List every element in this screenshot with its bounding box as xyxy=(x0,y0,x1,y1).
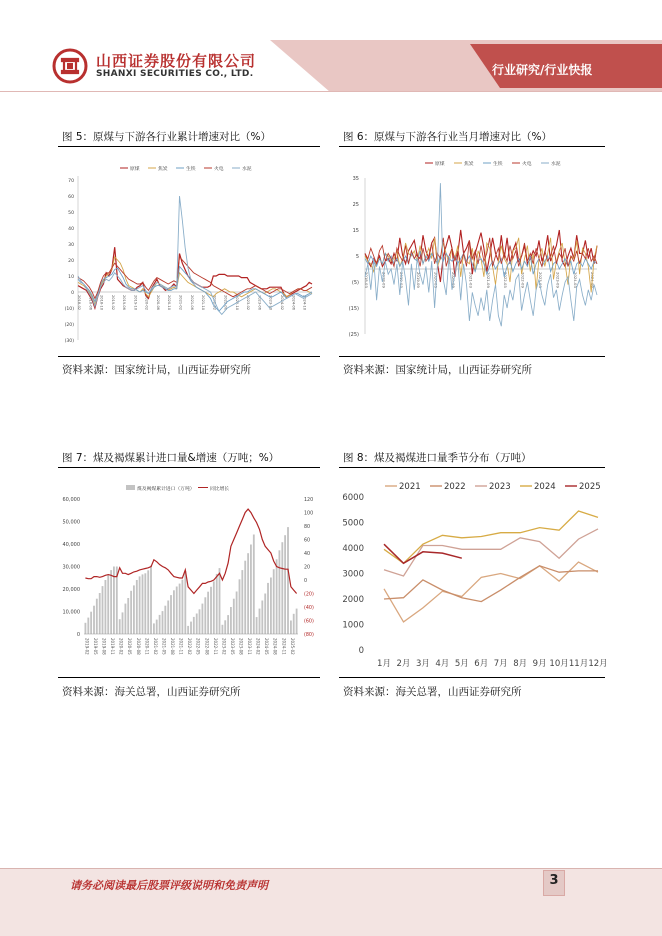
import-bar xyxy=(184,571,186,634)
figure-5-bottom-rule xyxy=(58,356,320,357)
y2-tick-label: (80) xyxy=(304,633,314,638)
import-bar xyxy=(176,587,178,635)
y2-tick-label: (60) xyxy=(304,619,314,625)
import-bar xyxy=(207,592,209,634)
x-tick-label: 8月 xyxy=(513,659,528,669)
import-bar xyxy=(130,591,132,634)
import-bar xyxy=(193,617,195,634)
x-tick-label: 2021-09 xyxy=(485,272,491,288)
series-line-2023 xyxy=(384,529,598,576)
x-tick-label: 2021-06 xyxy=(189,295,194,311)
import-bar xyxy=(284,535,286,634)
figure-8-source: 资料来源：海关总署，山西证券研究所 xyxy=(343,686,522,698)
import-bar xyxy=(85,623,87,634)
x-tick-label: 2021-02 xyxy=(178,295,183,311)
x-tick-label: 2024-10 xyxy=(302,295,307,311)
x-tick-label: 12月 xyxy=(588,659,608,669)
y2-tick-label: 120 xyxy=(304,498,314,503)
legend-label: 2025 xyxy=(579,482,601,492)
x-tick-label: 2021-11 xyxy=(178,638,184,655)
y-tick-label: 50 xyxy=(68,211,74,216)
x-tick-label: 2024-08 xyxy=(272,638,278,655)
import-bar xyxy=(90,612,92,634)
import-bar xyxy=(182,580,184,634)
import-bar xyxy=(236,592,238,635)
import-bar xyxy=(273,569,275,634)
import-bar xyxy=(87,618,89,634)
import-bar xyxy=(244,561,246,634)
y-tick-label: 50,000 xyxy=(62,519,80,526)
x-tick-label: 2023-09 xyxy=(555,272,561,288)
x-tick-label: 2021-10 xyxy=(201,295,206,311)
import-bar xyxy=(230,607,232,634)
x-tick-label: 2019-10 xyxy=(133,295,138,311)
x-tick-label: 2024-09 xyxy=(590,272,596,288)
import-bar xyxy=(256,617,258,634)
import-bar xyxy=(276,559,278,634)
x-tick-label: 4月 xyxy=(435,659,450,669)
x-tick-label: 2020-02 xyxy=(118,638,124,655)
legend-label: 水泥 xyxy=(551,162,561,167)
import-bar xyxy=(290,621,292,635)
figure-5-top-rule xyxy=(58,146,320,147)
x-tick-label: 7月 xyxy=(493,659,508,669)
y-tick-label: 20,000 xyxy=(62,587,80,593)
import-bar xyxy=(173,590,175,634)
x-tick-label: 2022-05 xyxy=(195,638,201,655)
x-tick-label: 2022-02 xyxy=(212,295,217,311)
x-tick-label: 2023-06 xyxy=(257,295,262,311)
x-tick-label: 2022-10 xyxy=(234,295,239,311)
x-tick-label: 2024-02 xyxy=(279,295,284,311)
x-tick-label: 2023-08 xyxy=(238,638,244,655)
y-tick-label: (30) xyxy=(64,339,74,344)
import-bar xyxy=(287,527,289,634)
legend-label: 火电 xyxy=(522,162,532,167)
import-bar xyxy=(196,614,198,635)
chart-cumulative-growth xyxy=(58,148,320,355)
x-tick-label: 6月 xyxy=(474,659,489,669)
x-tick-label: 2019-03 xyxy=(398,272,404,288)
import-bar xyxy=(125,604,127,634)
legend-swatch xyxy=(126,485,135,490)
y-tick-label: 0 xyxy=(71,291,74,296)
x-tick-label: 2020-11 xyxy=(144,638,150,655)
figure-5-title: 图 5：原煤与下游各行业累计增速对比（%） xyxy=(62,131,271,143)
legend-label: 原煤 xyxy=(435,162,445,167)
y-tick-label: 6000 xyxy=(342,493,364,503)
import-bar xyxy=(281,542,283,634)
x-tick-label: 2022-03 xyxy=(503,272,509,288)
x-tick-label: 2020-02 xyxy=(144,295,149,311)
import-bar xyxy=(279,550,281,634)
import-bar xyxy=(227,615,229,634)
x-tick-label: 2023-03 xyxy=(538,272,543,288)
x-tick-label: 3月 xyxy=(415,659,430,669)
y-tick-label: 15 xyxy=(352,228,359,234)
import-bar xyxy=(247,553,249,634)
import-bar xyxy=(105,580,107,634)
x-tick-label: 2023-05 xyxy=(229,638,235,655)
x-tick-label: 2025-02 xyxy=(289,638,295,655)
y2-tick-label: (40) xyxy=(304,606,314,611)
y-tick-label: 3000 xyxy=(342,569,364,580)
legend-label: 生铁 xyxy=(186,167,196,172)
x-tick-label: 2022-11 xyxy=(212,638,218,655)
x-tick-label: 2021-03 xyxy=(468,272,474,288)
y-tick-label: (25) xyxy=(348,332,359,338)
y2-tick-label: 40 xyxy=(304,552,311,557)
import-bar xyxy=(267,583,269,634)
import-bar xyxy=(204,597,206,634)
y-tick-label: 0 xyxy=(358,646,364,656)
disclaimer-link[interactable]: 请务必阅读最后股票评级说明和免责声明 xyxy=(70,879,268,892)
import-bar xyxy=(219,568,221,634)
import-bar xyxy=(162,611,164,634)
y2-tick-label: 100 xyxy=(304,511,314,517)
x-tick-label: 2024-11 xyxy=(281,638,287,655)
import-bar xyxy=(150,566,152,634)
x-tick-label: 2018-06 xyxy=(88,295,93,311)
chart-coal-import-seasonal xyxy=(339,469,608,676)
x-tick-label: 2023-11 xyxy=(247,638,253,655)
y2-tick-label: (20) xyxy=(304,592,314,598)
import-bar xyxy=(253,535,255,635)
x-tick-label: 10月 xyxy=(549,659,569,669)
x-tick-label: 2020-10 xyxy=(167,295,172,311)
x-tick-label: 2020-06 xyxy=(155,295,160,311)
x-tick-label: 2019-06 xyxy=(122,295,127,311)
import-bar xyxy=(179,584,181,634)
page-number: 3 xyxy=(549,873,559,888)
y-tick-label: (20) xyxy=(64,323,74,328)
legend-label: 焦炭 xyxy=(464,162,474,167)
x-tick-label: 2018-10 xyxy=(99,295,104,311)
import-bar xyxy=(233,599,235,634)
import-bar xyxy=(293,614,295,634)
legend-label: 原煤 xyxy=(130,167,140,172)
figure-8-bottom-rule xyxy=(339,677,605,678)
x-tick-label: 2018-09 xyxy=(381,272,387,288)
y-tick-label: 60,000 xyxy=(62,497,80,503)
import-bar xyxy=(142,574,144,634)
company-name-cn: 山西证券股份有限公司 xyxy=(96,52,257,70)
figure-8-title: 图 8：煤及褐煤进口量季节分布（万吨） xyxy=(343,452,532,464)
x-tick-label: 2018-02 xyxy=(77,295,81,311)
import-bar xyxy=(296,609,298,634)
import-bar xyxy=(210,587,212,634)
x-tick-label: 2021-02 xyxy=(152,638,158,655)
figure-8-top-rule xyxy=(339,467,605,468)
y2-tick-label: 80 xyxy=(304,525,311,530)
y-tick-label: 0 xyxy=(76,632,80,638)
company-name-en: SHANXI SECURITIES CO., LTD. xyxy=(96,69,254,79)
y-tick-label: 30 xyxy=(68,243,74,248)
figure-6-bottom-rule xyxy=(339,356,605,357)
y-tick-label: 1000 xyxy=(342,620,364,631)
x-tick-label: 2024-06 xyxy=(291,295,296,311)
series-line-水泥 xyxy=(365,183,597,326)
x-tick-label: 2024-05 xyxy=(264,638,270,655)
import-bar xyxy=(136,580,138,634)
import-bar xyxy=(119,619,121,634)
y-tick-label: 10 xyxy=(68,275,74,280)
x-tick-label: 2019-08 xyxy=(101,638,107,655)
figure-6-top-rule xyxy=(339,146,605,147)
y2-tick-label: 60 xyxy=(304,538,311,544)
y-tick-label: 4000 xyxy=(342,544,364,554)
x-tick-label: 9月 xyxy=(532,659,547,669)
y-tick-label: 30,000 xyxy=(62,564,80,571)
import-bar xyxy=(167,601,169,635)
x-tick-label: 2019-02 xyxy=(110,295,115,311)
import-bar xyxy=(216,574,218,634)
company-logo-icon xyxy=(52,48,88,84)
x-tick-label: 2022-09 xyxy=(520,272,526,288)
figure-7-bottom-rule xyxy=(58,677,320,678)
x-tick-label: 2019-02 xyxy=(84,638,90,655)
x-tick-label: 2021-08 xyxy=(170,638,176,655)
import-bar xyxy=(147,570,149,634)
x-tick-label: 2018-03 xyxy=(364,272,369,288)
import-bar xyxy=(170,595,172,634)
figure-7-top-rule xyxy=(58,467,320,468)
report-type: 行业研究/行业快报 xyxy=(492,63,593,77)
import-bar xyxy=(156,620,158,634)
legend-label: 煤及褐煤累计进口（万吨） xyxy=(137,487,195,492)
figure-7-source: 资料来源：海关总署，山西证券研究所 xyxy=(62,686,241,698)
y-tick-label: 60 xyxy=(68,195,74,200)
import-bar xyxy=(199,609,201,634)
chart-monthly-growth xyxy=(339,148,605,355)
y-tick-label: (5) xyxy=(351,280,359,286)
y-tick-label: 40,000 xyxy=(62,542,80,548)
y2-tick-label: 20 xyxy=(304,565,311,571)
x-tick-label: 2020-08 xyxy=(135,638,141,655)
import-bar xyxy=(133,585,135,634)
figure-5-source: 资料来源：国家统计局，山西证券研究所 xyxy=(62,364,251,376)
import-bar xyxy=(213,581,215,634)
x-tick-label: 2024-03 xyxy=(572,272,578,288)
import-bar xyxy=(250,545,252,635)
x-tick-label: 2019-05 xyxy=(92,638,98,655)
x-tick-label: 11月 xyxy=(568,659,589,669)
legend-label: 火电 xyxy=(214,167,224,172)
import-bar xyxy=(159,615,161,634)
x-tick-label: 2022-02 xyxy=(187,638,193,655)
import-bar xyxy=(110,570,112,634)
series-line-2021 xyxy=(384,562,598,622)
y-tick-label: (10) xyxy=(64,307,74,312)
import-bar xyxy=(270,578,272,635)
x-tick-label: 2019-11 xyxy=(110,638,116,655)
y-tick-label: 2000 xyxy=(342,595,364,605)
legend-label: 生铁 xyxy=(493,162,503,167)
import-bar xyxy=(153,623,155,634)
x-tick-label: 2020-05 xyxy=(127,638,133,655)
import-bar xyxy=(261,601,263,635)
legend-label: 2023 xyxy=(489,482,511,492)
x-tick-label: 2019-09 xyxy=(416,272,422,288)
import-bar xyxy=(93,606,95,634)
y-tick-label: 25 xyxy=(352,202,359,208)
chart-coal-import-cumulative xyxy=(58,469,320,676)
x-tick-label: 2024-02 xyxy=(255,638,261,655)
x-tick-label: 2020-03 xyxy=(433,272,439,288)
x-tick-label: 2022-06 xyxy=(223,295,228,311)
import-bar xyxy=(239,579,241,634)
x-tick-label: 2023-02 xyxy=(221,638,227,655)
import-bar xyxy=(264,594,266,635)
import-bar xyxy=(127,598,129,634)
import-bar xyxy=(187,626,189,634)
x-tick-label: 2月 xyxy=(396,659,411,669)
legend-label: 同比增长 xyxy=(210,487,230,492)
legend-label: 水泥 xyxy=(242,167,252,172)
import-bar xyxy=(96,599,98,634)
y-tick-label: 35 xyxy=(352,176,359,182)
legend-label: 2021 xyxy=(399,482,421,492)
y-tick-label: 20 xyxy=(68,259,74,264)
import-bar xyxy=(107,575,109,634)
y-tick-label: (15) xyxy=(348,306,359,312)
y-tick-label: 5 xyxy=(355,254,359,260)
y-tick-label: 70 xyxy=(68,179,74,184)
legend-label: 焦炭 xyxy=(158,167,168,172)
import-bar xyxy=(224,620,226,634)
import-bar xyxy=(259,609,261,634)
y-tick-label: 40 xyxy=(68,227,74,232)
import-bar xyxy=(202,604,204,634)
x-tick-label: 2020-09 xyxy=(451,272,456,288)
import-bar xyxy=(164,606,166,634)
import-bar xyxy=(102,586,104,634)
import-bar xyxy=(99,593,101,634)
y-tick-label: 5000 xyxy=(342,518,364,529)
x-tick-label: 2022-08 xyxy=(204,638,210,655)
legend-label: 2024 xyxy=(534,482,556,492)
y2-tick-label: 0 xyxy=(304,579,308,584)
legend-label: 2022 xyxy=(444,482,466,492)
figure-6-source: 资料来源：国家统计局，山西证券研究所 xyxy=(343,364,532,376)
series-line-2022 xyxy=(384,566,598,602)
import-bar xyxy=(222,625,224,634)
y-tick-label: 10,000 xyxy=(62,609,80,616)
import-bar xyxy=(241,570,243,634)
figure-6-title: 图 6：原煤与下游各行业当月增速对比（%） xyxy=(343,131,552,143)
import-bar xyxy=(122,612,124,634)
x-tick-label: 1月 xyxy=(377,659,391,669)
import-bar xyxy=(190,622,192,634)
x-tick-label: 2021-05 xyxy=(161,638,167,655)
import-bar xyxy=(139,576,141,634)
x-tick-label: 5月 xyxy=(454,659,469,669)
import-bar xyxy=(144,573,146,634)
figure-7-title: 图 7：煤及褐煤累计进口量&增速（万吨；%） xyxy=(62,452,280,464)
x-tick-label: 2023-02 xyxy=(246,295,251,311)
x-tick-label: 2023-10 xyxy=(268,295,273,311)
